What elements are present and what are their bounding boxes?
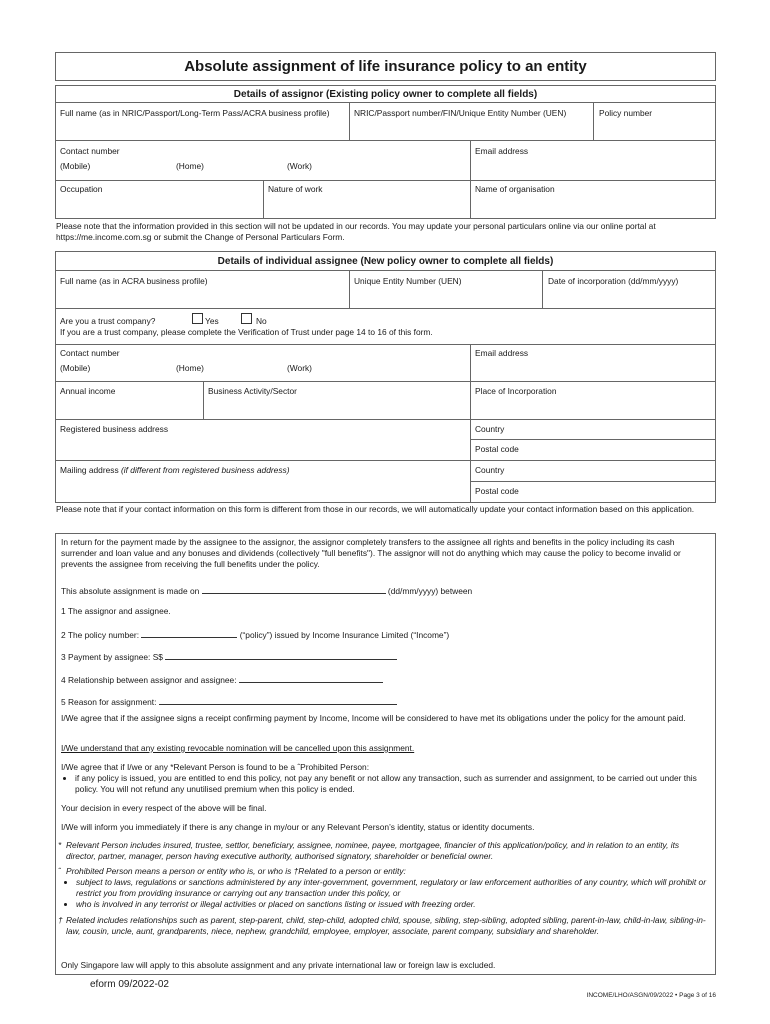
prohibited-bullet xyxy=(61,773,711,795)
relevant-person-definition xyxy=(58,840,711,862)
reason-input[interactable] xyxy=(159,695,397,705)
made-on-label: This absolute assignment is made on xyxy=(61,586,200,596)
assignor-email-field[interactable]: Email address xyxy=(475,146,529,156)
trust-no-label: No xyxy=(256,316,267,326)
assignor-organisation-field[interactable]: Name of organisation xyxy=(475,184,555,194)
trust-note: If you are a trust company, please complete the Verification of Trust under page 14 to 16 of this form. xyxy=(60,327,433,337)
assignee-full-name-field[interactable]: Full name (as in ACRA business profile) xyxy=(60,276,208,286)
business-activity-field[interactable]: Business Activity/Sector xyxy=(208,386,297,396)
assignor-contact-label: Contact number xyxy=(60,146,120,156)
assignor-header: Details of assignor (Existing policy owner to complete all fields) xyxy=(233,89,538,100)
item-3 xyxy=(61,650,397,663)
trust-yes-checkbox[interactable] xyxy=(192,313,203,324)
assignor-policy-number-field[interactable]: Policy number xyxy=(599,108,653,118)
assignee-uen-field[interactable]: Unique Entity Number (UEN) xyxy=(354,276,462,286)
final-clause: Your decision in every respect of the above will be final. xyxy=(61,803,267,813)
assignee-work-field[interactable]: (Work) xyxy=(287,363,312,373)
eform-code: eform 09/2022-02 xyxy=(90,979,169,990)
governing-law-clause: Only Singapore law will apply to this absolute assignment and any private international law or foreign law is excluded. xyxy=(61,960,496,970)
assignor-mobile-field[interactable]: (Mobile) xyxy=(60,161,91,171)
mailing-postal-field[interactable]: Postal code xyxy=(475,486,519,496)
assignee-mobile-field[interactable]: (Mobile) xyxy=(60,363,91,373)
assignor-occupation-field[interactable]: Occupation xyxy=(60,184,103,194)
registered-address-field[interactable]: Registered business address xyxy=(60,424,169,434)
prohibited-person-definition xyxy=(58,866,711,910)
mailing-address-field[interactable] xyxy=(60,465,290,476)
note-personal-particulars: Please note that the information provided in this section will not be updated in our records. You may update your personal particulars online via our online portal at https://me.income.com.sg or submit the Change of Personal Particulars Form. xyxy=(56,221,656,242)
relevant-person-text: Relevant Person includes insured, trustee, settlor, beneficiary, assignee, nominee, payee, mortgagee, financier of this application/policy, and in relation to an entity, its director, partner, manager, person having executive authority, authorised signatory, shareholder or beneficial owner. xyxy=(66,840,680,861)
terms-intro: In return for the payment made by the assignee to the assignor, the assignor completely transfers to the assignee all rights and benefits in the policy including its cash surrender and loan value and any bonuses and dividends (collectively "full benefits"). The assignor will not do anything which may cause the policy to become invalid or prevents the assignee from receiving the full benefits under the policy. xyxy=(61,537,681,569)
registered-country-field[interactable]: Country xyxy=(475,424,505,434)
item-5 xyxy=(61,695,397,708)
item-4 xyxy=(61,673,383,686)
assignor-full-name-field[interactable]: Full name (as in NRIC/Passport/Long-Term Pass/ACRA business profile) xyxy=(60,108,330,118)
registered-postal-field[interactable]: Postal code xyxy=(475,444,519,454)
trust-no-checkbox[interactable] xyxy=(241,313,252,324)
inform-clause: I/We will inform you immediately if there is any change in my/our or any Relevant Person’s identity, status or identity documents. xyxy=(61,822,535,832)
assignor-nric-field[interactable]: NRIC/Passport number/FIN/Unique Entity Number (UEN) xyxy=(354,108,567,118)
policy-number-input[interactable] xyxy=(141,628,237,638)
assignor-section xyxy=(55,85,716,219)
prohibited-def-bullet-1: • subject to laws, regulations or sanctions administered by any inter-government, government, regulatory or law enforcement authorities of any country, which will prohibit or restrict you from providing insurance or carrying out any transaction under this policy, or xyxy=(76,877,711,899)
assignment-date-input[interactable] xyxy=(202,584,386,594)
assignee-email-field[interactable]: Email address xyxy=(475,348,529,358)
mailing-address-note: (if different from registered business address) xyxy=(120,465,290,475)
title-box xyxy=(55,52,716,81)
note-contact-update: Please note that if your contact information on this form is different from those in our records, we will automatically update your contact information based on this application. xyxy=(56,504,695,514)
assignee-header: Details of individual assignee (New policy owner to complete all fields) xyxy=(217,256,554,267)
item-5-label: 5 Reason for assignment: xyxy=(61,697,157,707)
item-3-label: 3 Payment by assignee: S$ xyxy=(61,652,163,662)
receipt-clause: I/We agree that if the assignee signs a receipt confirming payment by Income, Income will be considered to have met its obligations under the policy for the amount paid. xyxy=(61,713,686,723)
trust-yes-label: Yes xyxy=(205,316,219,326)
place-of-incorporation-field[interactable]: Place of Incorporation xyxy=(475,386,557,396)
caret-mark: ˆ xyxy=(58,866,61,876)
mailing-address-label: Mailing address xyxy=(60,465,119,475)
prohibited-intro: I/We agree that if I/we or any *Relevant Person is found to be a ˆProhibited Person: xyxy=(61,762,370,772)
assignee-home-field[interactable]: (Home) xyxy=(176,363,204,373)
nomination-clause: I/We understand that any existing revocable nomination will be cancelled upon this assignment. xyxy=(61,743,415,753)
annual-income-field[interactable]: Annual income xyxy=(60,386,116,396)
related-text: Related includes relationships such as parent, step-parent, child, step-child, adopted child, spouse, sibling, step-sibling, adopted sibling, parent-in-law, child-in-law, sibling-in-law, cousin, uncle, aunt, grandparents, niece, nephew, grandchild, employee, employer, associate, parent company, subsidiary and shareholder. xyxy=(66,915,706,936)
page-title: Absolute assignment of life insurance policy to an entity xyxy=(184,58,587,75)
item-2-tail: (“policy”) issued by Income Insurance Limited (“Income”) xyxy=(239,630,450,640)
assignor-work-field[interactable]: (Work) xyxy=(287,161,312,171)
item-2 xyxy=(61,628,449,641)
page-footer-code: INCOME/LHO/ASGN/09/2022 • Page 3 of 16 xyxy=(586,992,716,999)
payment-input[interactable] xyxy=(165,650,397,660)
prohibited-bullet-text: • if any policy is issued, you are entitled to end this policy, not pay any benefit or not allow any transaction, such as surrender and assignment, to be carried out under this policy. You will not refund any unutilised premium when this policy is ended. xyxy=(75,773,711,795)
assignor-nature-of-work-field[interactable]: Nature of work xyxy=(268,184,323,194)
dagger-mark: † xyxy=(58,915,63,925)
item-2-label: 2 The policy number: xyxy=(61,630,140,640)
trust-company-question: Are you a trust company? xyxy=(60,316,156,326)
assignee-incorporation-date-field[interactable]: Date of incorporation (dd/mm/yyyy) xyxy=(548,276,679,286)
prohibited-def-bullet-2: • who is involved in any terrorist or illegal activities or placed on sanctions listing or issued with freezing order. xyxy=(76,899,711,910)
star-mark: * xyxy=(58,840,62,850)
between-label: (dd/mm/yyyy) between xyxy=(387,586,473,596)
assignor-home-field[interactable]: (Home) xyxy=(176,161,204,171)
item-1: 1 The assignor and assignee. xyxy=(61,606,171,616)
item-4-label: 4 Relationship between assignor and assignee: xyxy=(61,675,237,685)
prohibited-def-text: Prohibited Person means a person or entity who is, or who is †Related to a person or entity: xyxy=(66,866,406,876)
assignee-contact-label: Contact number xyxy=(60,348,120,358)
mailing-country-field[interactable]: Country xyxy=(475,465,505,475)
related-definition xyxy=(58,915,711,937)
relationship-input[interactable] xyxy=(239,673,383,683)
assignment-date-line xyxy=(61,584,472,597)
